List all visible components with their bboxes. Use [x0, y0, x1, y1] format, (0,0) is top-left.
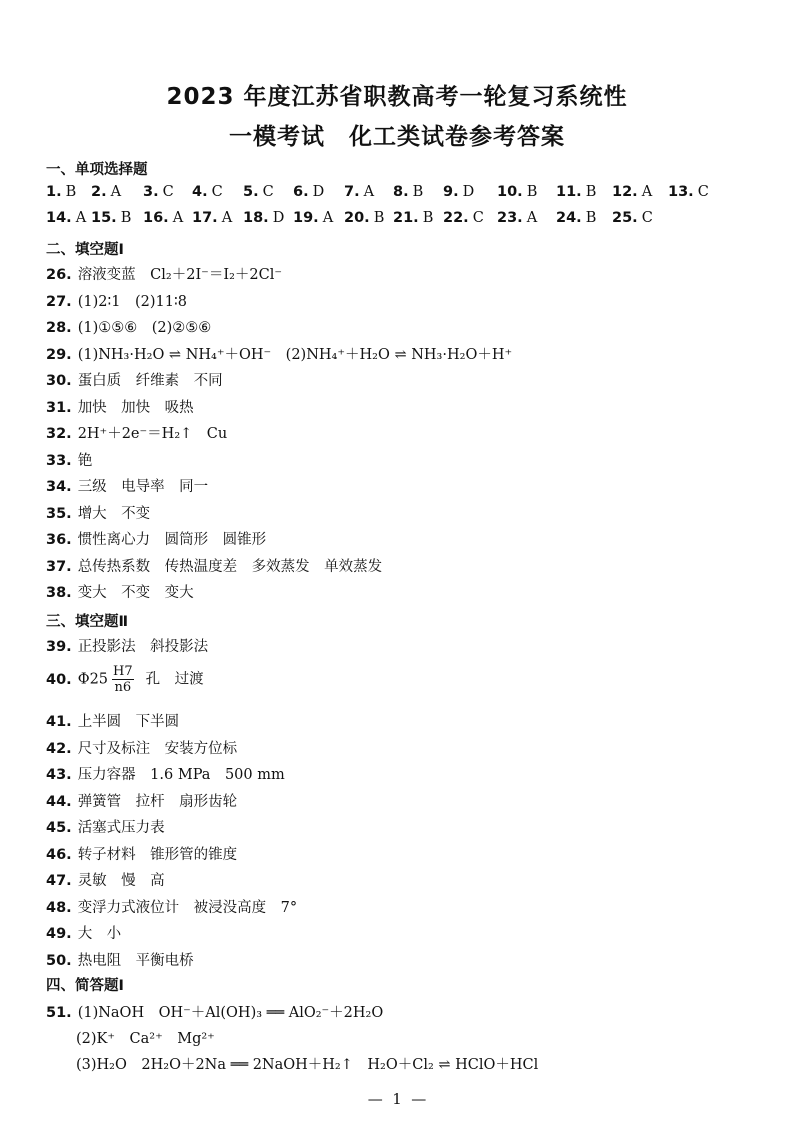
question-number: 2.	[91, 184, 107, 200]
answer-text: 转子材料 锥形管的锥度	[77, 846, 238, 863]
question-number: 4.	[192, 184, 208, 200]
answer-letter: B	[585, 184, 597, 200]
mc-answer	[293, 210, 333, 226]
answer-text: 大 小	[77, 926, 122, 942]
answer-text: 加快 加快 吸热	[77, 399, 194, 416]
answer-letter: B	[412, 184, 424, 200]
mc-answer	[192, 184, 223, 200]
answer-line	[46, 449, 92, 470]
answer-line	[46, 869, 165, 890]
answer-text: 尺寸及标注 安装方位标	[77, 740, 238, 757]
question-number: 44.	[46, 793, 72, 810]
answer-text: 三级 电导率 同一	[77, 479, 209, 495]
question-number: 20.	[344, 210, 370, 226]
mc-answer	[143, 184, 174, 200]
question-number: 50.	[46, 952, 72, 969]
question-number: 38.	[46, 585, 72, 601]
question-number: 31.	[46, 399, 72, 416]
answer-text: 溶液变蓝 Cl₂＋2I⁻＝I₂＋2Cl⁻	[77, 267, 282, 283]
answer-letter: C	[211, 184, 223, 200]
mc-answer	[443, 210, 484, 226]
answer-letter: D	[462, 184, 475, 200]
answer-text: 上半圆 下半圆	[77, 714, 180, 730]
question-number: 51.	[46, 1005, 72, 1021]
title-line-1: 2023 年度江苏省职教高考一轮复习系统性	[166, 84, 628, 110]
question-number: 26.	[46, 267, 72, 283]
answer-line	[46, 816, 165, 837]
question-number: 6.	[293, 184, 309, 200]
answer-line	[46, 922, 121, 943]
page-number: — 1 —	[367, 1090, 427, 1108]
question-number: 43.	[46, 767, 72, 783]
answer-line	[46, 369, 223, 390]
mc-answer	[497, 210, 537, 226]
answer-letter: B	[526, 184, 538, 200]
mc-answer	[344, 184, 374, 200]
answer-line	[46, 422, 227, 443]
answer-text: 灵敏 慢 高	[77, 873, 165, 889]
answer-line	[46, 316, 211, 337]
mc-answer	[612, 184, 652, 200]
mc-answer	[46, 210, 86, 226]
mc-answer	[443, 184, 474, 200]
question-number: 49.	[46, 926, 72, 942]
answer-line	[46, 290, 187, 311]
question-number: 5.	[243, 184, 259, 200]
mc-answer	[46, 184, 76, 200]
title-line-2: 一模考试 化工类试卷参考答案	[229, 124, 565, 150]
question-number: 45.	[46, 820, 72, 836]
answer-text: (1)NH₃·H₂O ⇌ NH₄⁺＋OH⁻ (2)NH₄⁺＋H₂O ⇌ NH₃·H₂O＋H⁺	[77, 346, 513, 363]
answer-letter: A	[75, 210, 87, 226]
question-number: 40.	[46, 671, 72, 688]
question-number: 12.	[612, 184, 638, 200]
fraction-numerator: H7	[113, 664, 133, 679]
question-number: 47.	[46, 873, 72, 889]
answer-line	[46, 1001, 383, 1022]
question-number: 33.	[46, 452, 72, 469]
mc-answer	[556, 210, 596, 226]
answer-line	[46, 581, 194, 602]
question-number: 29.	[46, 346, 72, 363]
answer-letter: D	[312, 184, 325, 200]
answer-text: 铯	[77, 452, 93, 469]
answer-line	[46, 710, 179, 731]
answer-text: (1)2∶1 (2)11∶8	[77, 293, 187, 310]
answer-text: 孔 过渡	[145, 671, 204, 688]
answer-line	[46, 396, 194, 417]
question-number: 15.	[91, 210, 117, 226]
question-number: 3.	[143, 184, 159, 200]
answer-line	[46, 790, 237, 811]
answer-letter: C	[262, 184, 274, 200]
answer-letter: C	[472, 210, 484, 226]
answer-line	[46, 343, 512, 364]
answer-text: 蛋白质 纤维素 不同	[77, 373, 223, 389]
answer-letter: B	[373, 210, 385, 226]
question-number: 7.	[344, 184, 360, 200]
answer-text: 2H⁺＋2e⁻＝H₂↑ Cu	[77, 426, 228, 442]
question-number: 34.	[46, 479, 72, 495]
mc-answer	[497, 184, 537, 200]
section-heading-2: 二、填空题Ⅰ	[46, 242, 124, 258]
question-number: 17.	[192, 210, 218, 226]
answer-line	[46, 737, 237, 758]
answer-text: 正投影法 斜投影法	[77, 639, 209, 655]
mc-answer	[243, 184, 274, 200]
answer-letter: B	[120, 210, 132, 226]
question-number: 46.	[46, 846, 72, 863]
question-number: 19.	[293, 210, 319, 226]
answer-letter: A	[322, 210, 334, 226]
answer-text: 热电阻 平衡电桥	[77, 952, 194, 969]
question-number: 35.	[46, 505, 72, 522]
question-number: 24.	[556, 210, 582, 226]
question-number: 32.	[46, 426, 72, 442]
question-number: 37.	[46, 558, 72, 575]
mc-answer	[556, 184, 596, 200]
mc-answer	[293, 184, 324, 200]
question-number: 21.	[393, 210, 419, 226]
question-number: 11.	[556, 184, 582, 200]
answer-text: 变浮力式液位计 被浸没高度 7°	[77, 899, 298, 916]
question-number: 36.	[46, 532, 72, 548]
question-number: 14.	[46, 210, 72, 226]
section-heading-4: 四、简答题Ⅰ	[46, 978, 124, 994]
mc-answer	[393, 184, 423, 200]
answer-subline: (3)H₂O 2H₂O＋2Na ══ 2NaOH＋H₂↑ H₂O＋Cl₂ ⇌ HClO＋HCl	[76, 1057, 539, 1073]
answer-text: (1)①⑤⑥ (2)②⑤⑥	[77, 320, 212, 336]
answer-text: 惯性离心力 圆筒形 圆锥形	[77, 532, 267, 548]
answer-subline: (2)K⁺ Ca²⁺ Mg²⁺	[76, 1031, 215, 1047]
question-number: 18.	[243, 210, 269, 226]
answer-line	[46, 843, 237, 864]
answer-line	[46, 555, 382, 576]
mc-answer	[243, 210, 284, 226]
mc-answer	[91, 210, 131, 226]
answer-line	[46, 635, 208, 656]
question-number: 25.	[612, 210, 638, 226]
mc-answer	[91, 184, 121, 200]
question-number: 42.	[46, 740, 72, 757]
mc-answer	[143, 210, 183, 226]
mc-answer	[668, 184, 709, 200]
mc-answer	[344, 210, 384, 226]
question-number: 30.	[46, 373, 72, 389]
answer-line	[46, 896, 297, 917]
answer-text: 活塞式压力表	[77, 820, 165, 836]
answer-letter: C	[162, 184, 174, 200]
answer-letter: C	[697, 184, 709, 200]
question-number: 28.	[46, 320, 72, 336]
answer-line	[46, 528, 266, 549]
question-number: 39.	[46, 639, 72, 655]
answer-line	[46, 475, 208, 496]
mc-answer	[393, 210, 433, 226]
answer-letter: A	[172, 210, 184, 226]
answer-text: 弹簧管 拉杆 扇形齿轮	[77, 793, 238, 810]
question-number: 22.	[443, 210, 469, 226]
question-number: 48.	[46, 899, 72, 916]
section-heading-3: 三、填空题Ⅱ	[46, 614, 129, 630]
question-number: 1.	[46, 184, 62, 200]
question-number: 13.	[668, 184, 694, 200]
question-number: 27.	[46, 293, 72, 310]
question-number: 9.	[443, 184, 459, 200]
answer-letter: B	[585, 210, 597, 226]
section-heading-1: 一、单项选择题	[46, 162, 148, 178]
answer-text: (1)NaOH OH⁻＋Al(OH)₃ ══ AlO₂⁻＋2H₂O	[77, 1005, 384, 1021]
answer-letter: A	[641, 184, 653, 200]
answer-letter: B	[422, 210, 434, 226]
answer-line	[46, 763, 285, 784]
mc-answer	[192, 210, 232, 226]
answer-letter: A	[221, 210, 233, 226]
answer-line	[46, 263, 282, 284]
tolerance-prefix: Φ25	[77, 671, 109, 688]
answer-text: 总传热系数 传热温度差 多效蒸发 单效蒸发	[77, 558, 383, 575]
question-number: 16.	[143, 210, 169, 226]
answer-letter: B	[65, 184, 77, 200]
fraction-denominator: n6	[114, 680, 132, 695]
answer-letter: A	[110, 184, 122, 200]
answer-text: 增大 不变	[77, 505, 151, 522]
question-number: 8.	[393, 184, 409, 200]
answer-letter: A	[363, 184, 375, 200]
question-number: 41.	[46, 714, 72, 730]
tolerance-fraction	[112, 664, 134, 695]
answer-text: 变大 不变 变大	[77, 585, 194, 601]
answer-letter: A	[526, 210, 538, 226]
answer-line	[46, 664, 204, 695]
answer-text: 压力容器 1.6 MPa 500 mm	[77, 767, 285, 783]
answer-line	[46, 949, 194, 970]
question-number: 23.	[497, 210, 523, 226]
question-number: 10.	[497, 184, 523, 200]
answer-letter: C	[641, 210, 653, 226]
answer-letter: D	[272, 210, 285, 226]
answer-line	[46, 502, 150, 523]
mc-answer	[612, 210, 653, 226]
